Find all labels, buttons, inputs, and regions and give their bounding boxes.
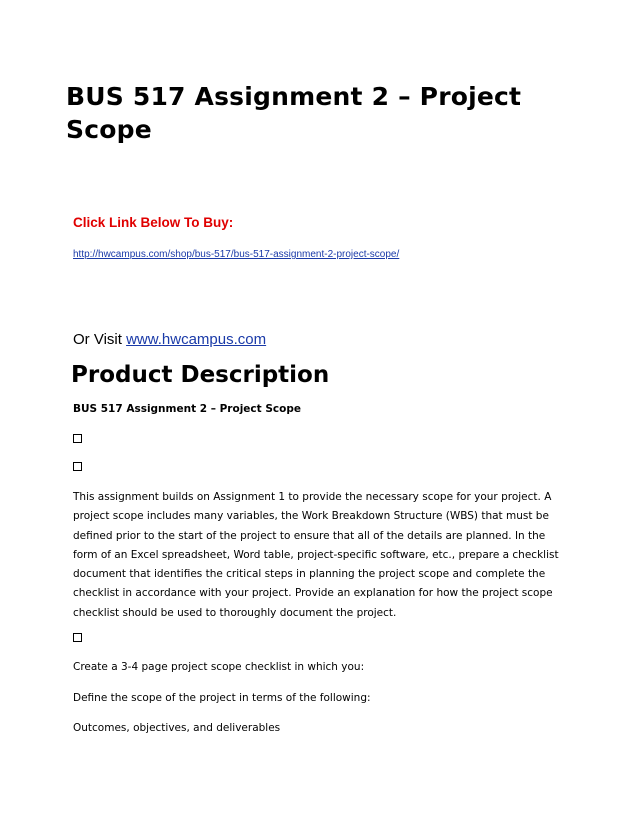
description-paragraph: This assignment builds on Assignment 1 to provide the necessary scope for your project. A project scope includes many variables, the Work Breakdown Structure (WBS) that must be defined prior to the start of the project to ensure that all of the details are planned. In the form of an Excel spreadsheet, Word table, project-specific software, etc., prepare a checklist document that identifies the critical steps in planning the project scope and complete the checklist in accordance with your project. Provide an explanation for how the project scope checklist should be used to thoroughly document the project.	[73, 491, 559, 619]
product-subheading: BUS 517 Assignment 2 – Project Scope	[73, 403, 301, 415]
visit-prefix: Or Visit	[73, 331, 127, 348]
instruction-line: Outcomes, objectives, and deliverables	[73, 722, 281, 734]
product-description-heading: Product Description	[71, 362, 330, 388]
visit-link[interactable]: www.hwcampus.com	[126, 331, 267, 348]
checkbox-icon	[73, 434, 82, 443]
buy-link[interactable]: http://hwcampus.com/shop/bus-517/bus-517-assignment-2-project-scope/	[73, 249, 400, 260]
instruction-line: Define the scope of the project in terms of the following:	[73, 692, 371, 704]
visit-line	[73, 331, 266, 348]
checkbox-icon	[73, 633, 82, 642]
checkbox-icon	[73, 462, 82, 471]
document-title: BUS 517 Assignment 2 – Project Scope	[66, 82, 522, 144]
buy-label: Click Link Below To Buy:	[73, 215, 234, 230]
instruction-line: Create a 3-4 page project scope checklist in which you:	[73, 661, 365, 673]
